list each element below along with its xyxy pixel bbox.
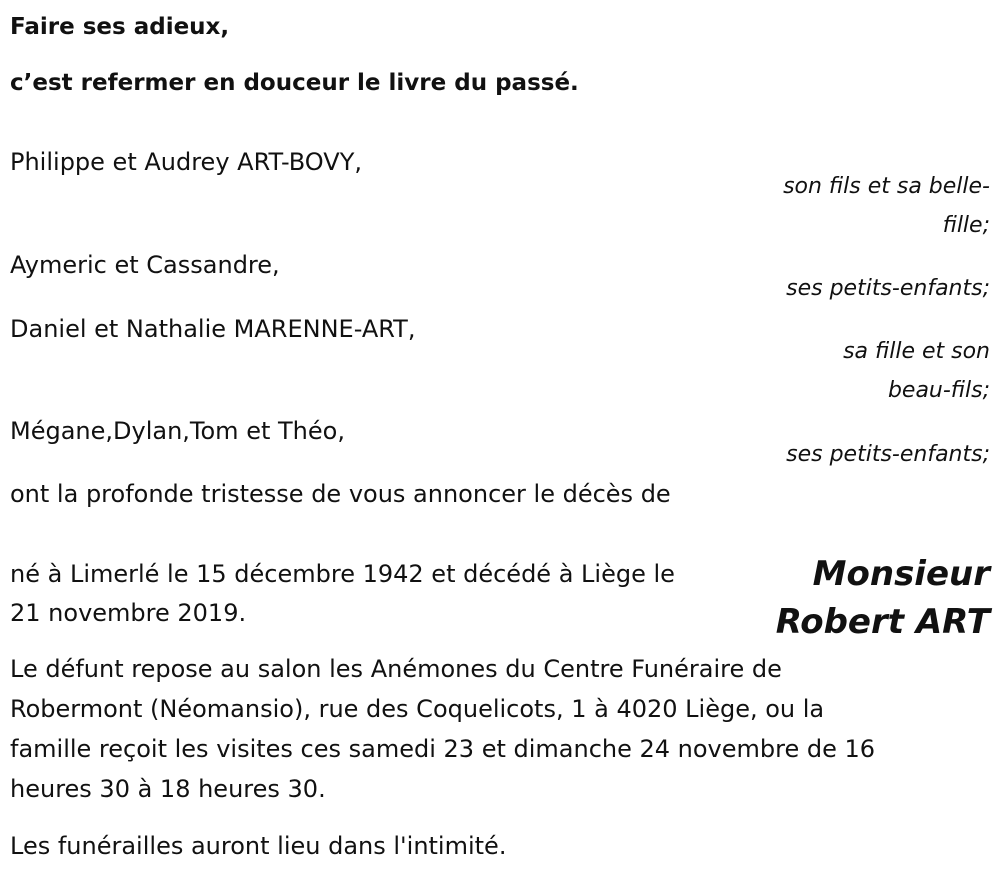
family-relation-3a: sa fille et son — [843, 339, 990, 364]
family-relation-1a: son fils et sa belle- — [783, 174, 990, 199]
family-names-1: Philippe et Audrey ART-BOVY, — [10, 148, 362, 176]
family-relation-2: ses petits-enfants; — [786, 276, 990, 301]
funeral-text: Les funérailles auront lieu dans l'intimité. — [10, 832, 507, 860]
epigraph-line-1: Faire ses adieux, — [10, 14, 230, 40]
life-dates-line-2: 21 novembre 2019. — [10, 599, 247, 627]
announcement-text: ont la profonde tristesse de vous annoncer le décès de — [10, 480, 671, 508]
family-names-3: Daniel et Nathalie MARENNE-ART, — [10, 315, 416, 343]
deceased-title-line-2: Robert ART — [775, 602, 990, 642]
visitation-line-1: Le défunt repose au salon les Anémones du Centre Funéraire de — [10, 655, 782, 683]
family-relation-4: ses petits-enfants; — [786, 442, 990, 467]
life-dates-line-1: né à Limerlé le 15 décembre 1942 et décédé à Liège le — [10, 560, 675, 588]
family-relation-3b: beau-fils; — [887, 378, 990, 403]
deceased-title-line-1: Monsieur — [812, 554, 990, 594]
family-names-2: Aymeric et Cassandre, — [10, 251, 280, 279]
epigraph-line-2: c’est refermer en douceur le livre du passé. — [10, 70, 579, 96]
visitation-line-2: Robermont (Néomansio), rue des Coquelicots, 1 à 4020 Liège, ou la — [10, 695, 825, 723]
family-relation-1b: fille; — [942, 213, 990, 238]
family-names-4: Mégane,Dylan,Tom et Théo, — [10, 417, 345, 445]
visitation-line-4: heures 30 à 18 heures 30. — [10, 775, 326, 803]
visitation-line-3: famille reçoit les visites ces samedi 23 et dimanche 24 novembre de 16 — [10, 735, 876, 763]
